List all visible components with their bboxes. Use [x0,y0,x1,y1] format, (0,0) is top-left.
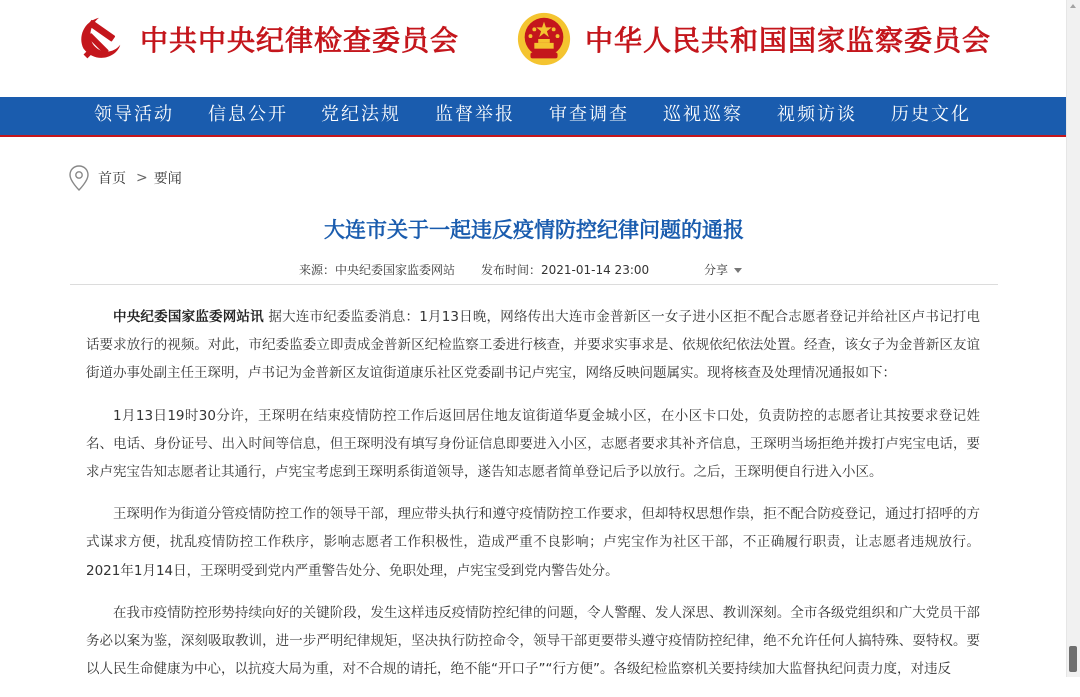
nav-item-disclosure[interactable]: 信息公开 [208,104,288,125]
nav-divider [0,135,1066,137]
share-button[interactable] [704,261,742,278]
nav-item-regulations[interactable]: 党纪法规 [321,104,401,125]
breadcrumb [68,164,182,192]
main-nav [0,97,1066,135]
share-label: 分享 [704,263,729,277]
national-emblem-icon [515,10,573,68]
site-header [0,0,1066,97]
article-paragraph: 王琛明作为街道分管疫情防控工作的领导干部，理应带头执行和遵守疫情防控工作要求，但却特权思想作祟，拒不配合防疫登记，通过打招呼的方式谋求方便，扰乱疫情防控工作秩序，影响志愿者工作积极性，造成严重不良影响；卢宪宝作为社区干部，不正确履行职责，让志愿者违规放行。2021年1月14日，王琛明受到党内严重警告处分、免职处理，卢宪宝受到党内警告处分。 [86,506,980,579]
article-paragraph-text: 据大连市纪委监委消息：1月13日晚，网络传出大连市金普新区一女子进小区拒不配合志愿者登记并给社区卢书记打电话要求放行的视频。对此，市纪委监委立即责成金普新区纪检监察工委进行核查，并要求实事求是、依规依纪依法处置。经查，该女子为金普新区友谊街道办事处副主任王琛明，卢书记为金普新区友谊街道康乐社区党委副书记卢宪宝，网络反映问题属实。现将核查及处理情况通报如下： [86,309,981,382]
nav-item-report[interactable]: 监督举报 [435,104,515,125]
breadcrumb-home[interactable]: 首页 [98,171,126,187]
nsc-title: 中华人民共和国国家监察委员会 [585,24,992,57]
nav-item-history[interactable]: 历史文化 [891,104,971,125]
scrollbar-thumb[interactable] [1069,646,1077,672]
article-paragraph: 1月13日19时30分许，王琛明在结束疫情防控工作后返回居住地友谊街道华夏金城小区，在小区卡口处，负责防控的志愿者让其按要求登记姓名、电话、身份证号、出入时间等信息，但王琛明没有填写身份证信息即要进入小区，志愿者要求其补齐信息，王琛明当场拒绝并拨打卢宪宝电话，要求卢宪宝告知志愿者让其通行，卢宪宝考虑到王琛明系街道领导，遂告知志愿者简单登记后予以放行。之后，王琛明便自行进入小区。 [86,407,980,481]
article-title: 大连市关于一起违反疫情防控纪律问题的通报 [324,218,744,242]
nav-item-inspection[interactable]: 巡视巡察 [663,104,743,125]
nav-item-video[interactable]: 视频访谈 [777,104,857,125]
breadcrumb-current[interactable]: 要闻 [153,171,182,187]
nav-item-investigation[interactable]: 审查调查 [549,104,629,125]
hammer-sickle-icon [70,10,128,68]
chevron-down-icon [734,268,742,273]
article-paragraph: 在我市疫情防控形势持续向好的关键阶段，发生这样违反疫情防控纪律的问题，令人警醒、发人深思、教训深刻。全市各级党组织和广大党员干部务必以案为鉴，深刻吸取教训，进一步严明纪律规矩，坚决执行防控命令，领导干部更要带头遵守疫情防控纪律，绝不允许任何人搞特殊、耍特权。要以人民生命健康为中心，以抗疫大局为重，对不合规的请托，绝不能“开口子”“行方便”。各级纪检监察机关要持续加大监督执纪问责力度，对违反 [86,604,980,678]
meta-divider [70,284,998,285]
location-pin-icon [68,165,90,191]
article-source: 来源：中央纪委国家监委网站 [299,263,456,277]
vertical-scrollbar[interactable] [1066,0,1080,677]
breadcrumb-separator: > [136,170,148,186]
nsc-brand[interactable] [515,10,991,68]
article-paragraph [86,303,980,388]
article-lead: 中央纪委国家监委网站讯 [113,309,264,325]
ccdi-brand[interactable] [70,10,459,68]
article-publish-time: 发布时间：2021-01-14 23:00 [481,263,650,277]
scroll-up-arrow-icon[interactable] [1070,4,1076,8]
nav-item-leadership[interactable]: 领导活动 [94,104,174,125]
article-body [86,303,980,697]
ccdi-title: 中共中央纪律检查委员会 [140,24,460,57]
